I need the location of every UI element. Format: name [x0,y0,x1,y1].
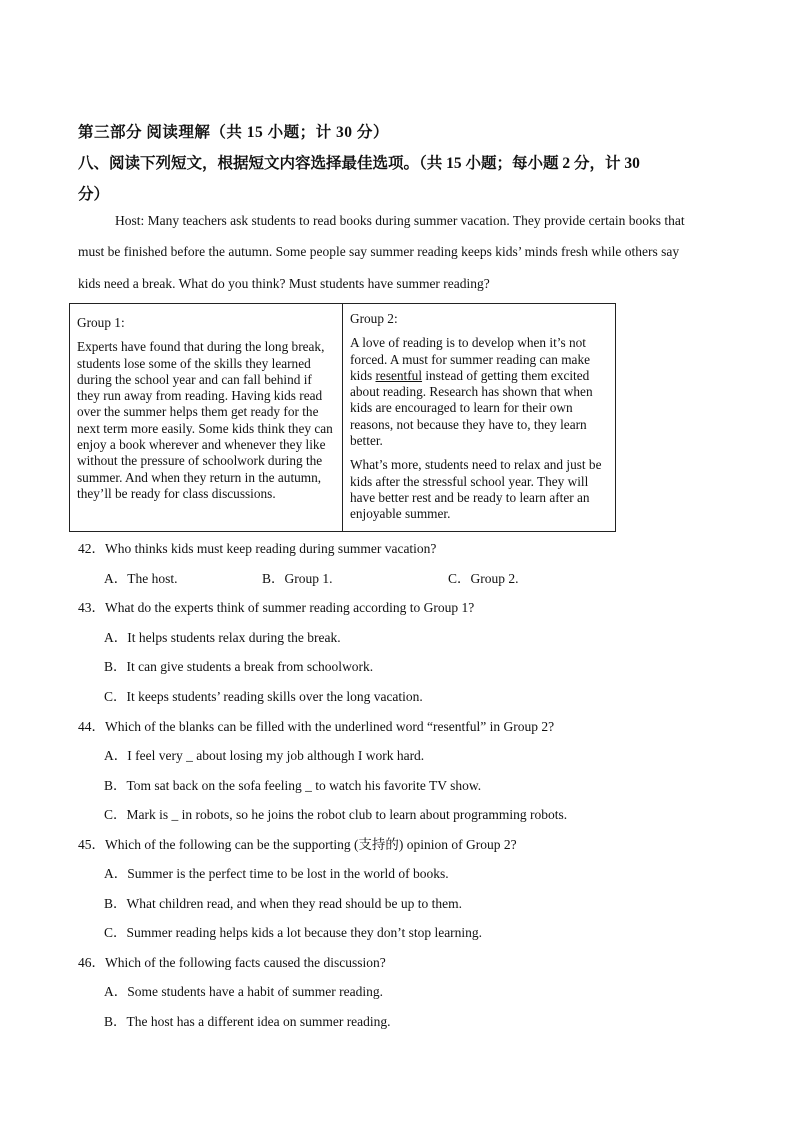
question-44-option-b[interactable]: B．Tom sat back on the sofa feeling _ to watch his favorite TV show. [104,778,482,793]
group2-p1-after: instead of getting them excited about reading. Research has shown that when kids are encouraged to learn for their own reasons, not because they have to, they learn better. [350,367,593,449]
group2-title: Group 2: [350,311,398,326]
group2-cell [350,311,610,531]
question-45-option-c[interactable]: C．Summer reading helps kids a lot because they don’t stop learning. [104,925,483,940]
question-45-option-a[interactable]: A．Summer is the perfect time to be lost in the world of books. [104,866,449,881]
question-45-option-b[interactable]: B．What children read, and when they read should be up to them. [104,896,463,911]
question-43-stem: 43．What do the experts think of summer reading according to Group 1? [78,600,475,615]
question-46-option-a[interactable]: A．Some students have a habit of summer reading. [104,984,383,999]
group2-paragraph-1 [350,335,610,449]
question-44-option-c[interactable]: C．Mark is _ in robots, so he joins the robot club to learn about programming robots. [104,807,568,822]
host-text-line-2: must be finished before the autumn. Some people say summer reading keeps kids’ minds fresh while others say [78,244,680,259]
question-42-stem: 42．Who thinks kids must keep reading during summer vacation? [78,541,437,556]
question-43-option-a[interactable]: A．It helps students relax during the break. [104,630,341,645]
question-43-option-c[interactable]: C．It keeps students’ reading skills over the long vacation. [104,689,423,704]
section-title: 第三部分 阅读理解（共 15 小题；计 30 分） [78,124,389,141]
group1-text: Experts have found that during the long break, students lose some of the skills they learned during the school year and can fall behind if they run away from reading. Having kids read over the summer helps them get ready for the next term more easily. Some kids think they can enjoy a book wherever and whenever they like without the pressure of schoolwork during the summer. And when they return in the autumn, they’ll be ready for class discussions. [77,339,333,501]
question-43-option-b[interactable]: B．It can give students a break from schoolwork. [104,659,374,674]
group2-paragraph-2: What’s more, students need to relax and just be kids after the stressful school year. They will have better rest and be ready to learn after an enjoyable summer. [350,457,602,522]
groups-table [69,303,616,532]
instruction-line-2: 分） [78,186,110,203]
question-46-option-b[interactable]: B．The host has a different idea on summer reading. [104,1014,391,1029]
question-42-option-a[interactable]: A．The host. [104,571,178,586]
question-44-stem: 44．Which of the blanks can be filled with the underlined word “resentful” in Group 2? [78,719,555,734]
question-44-option-a[interactable]: A．I feel very _ about losing my job although I work hard. [104,748,425,763]
group2-p1-before: A love of reading is to develop when it’s not forced. A must for summer reading can make kids [350,335,591,383]
question-42-option-b[interactable]: B．Group 1. [262,571,333,586]
instruction-line-1: 八、阅读下列短文，根据短文内容选择最佳选项。（共 15 小题；每小题 2 分，计 30 [78,155,640,172]
table-divider [342,304,343,531]
group1-cell [77,315,335,510]
question-45-stem: 45．Which of the following can be the supporting (支持的) opinion of Group 2? [78,837,517,852]
host-text-line-1: Host: Many teachers ask students to read books during summer vacation. They provide certain books that [115,213,685,228]
underlined-word-resentful: resentful [375,367,423,383]
host-text-line-3: kids need a break. What do you think? Must students have summer reading? [78,276,490,291]
group1-title: Group 1: [77,315,125,330]
question-42-option-c[interactable]: C．Group 2. [448,571,519,586]
question-46-stem: 46．Which of the following facts caused the discussion? [78,955,386,970]
